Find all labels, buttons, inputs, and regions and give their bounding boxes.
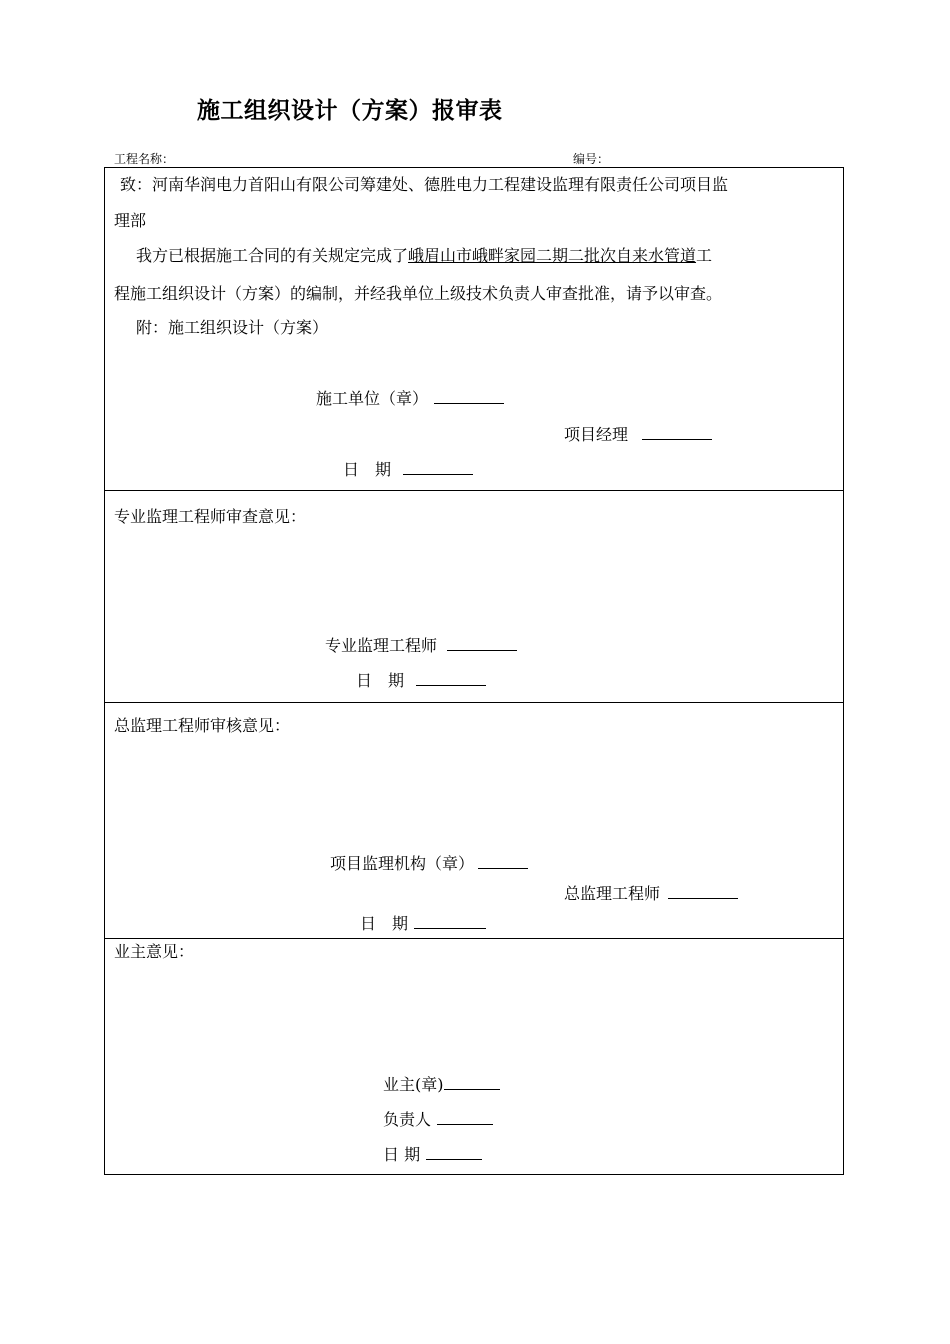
date-sign <box>360 912 486 934</box>
signature-line <box>444 1073 500 1090</box>
statement-suffix: 工 <box>696 246 713 265</box>
project-name-label: 工程名称： <box>114 152 175 166</box>
signature-line <box>668 882 738 899</box>
number-label: 编号： <box>573 152 610 166</box>
statement-prefix: 我方已根据施工合同的有关规定完成了 <box>136 246 409 265</box>
construction-unit-label: 施工单位（章） <box>316 389 429 408</box>
page-title: 施工组织设计（方案）报审表 <box>197 98 503 124</box>
section-heading: 业主意见： <box>114 942 195 961</box>
statement-line-cont: 程施工组织设计（方案）的编制，并经我单位上级技术负责人审查批准，请予以审查。 <box>114 284 723 303</box>
signature-line <box>447 634 517 651</box>
date-sign <box>343 458 473 480</box>
date-label: 日 期 <box>360 914 409 933</box>
chief-engineer-sign <box>564 882 738 904</box>
date-line <box>426 1143 482 1160</box>
construction-unit-sign <box>316 387 504 409</box>
responsible-person-label: 负责人 <box>383 1110 432 1129</box>
section-owner-opinion <box>105 938 843 1175</box>
date-line <box>416 669 486 686</box>
section-heading: 专业监理工程师审查意见： <box>114 507 307 526</box>
project-manager-label: 项目经理 <box>564 425 629 444</box>
supervision-org-sign <box>330 852 528 874</box>
date-label: 日 期 <box>383 1145 421 1164</box>
signature-line <box>434 387 504 404</box>
signature-line <box>437 1108 493 1125</box>
date-line <box>403 458 473 475</box>
section-chief-review <box>105 702 843 939</box>
project-manager-sign <box>564 423 712 445</box>
chief-engineer-label: 总监理工程师 <box>564 884 661 903</box>
section-engineer-review <box>105 490 843 703</box>
section-heading: 总监理工程师审核意见： <box>114 716 291 735</box>
responsible-person-sign <box>383 1108 493 1130</box>
date-label: 日 期 <box>343 460 392 479</box>
date-sign <box>356 669 486 691</box>
supervision-org-label: 项目监理机构（章） <box>330 854 475 873</box>
engineer-label: 专业监理工程师 <box>325 636 438 655</box>
addressee-line-cont: 理部 <box>114 211 147 230</box>
owner-label: 业主(章) <box>383 1075 444 1094</box>
statement-line <box>136 246 712 266</box>
addressee-line: 致：河南华润电力首阳山有限公司筹建处、德胜电力工程建设监理有限责任公司项目监 <box>120 175 729 194</box>
signature-line <box>642 423 712 440</box>
project-name-value: 峨眉山市峨畔家园二期二批次自来水管道 <box>408 246 697 265</box>
attachment-line: 附：施工组织设计（方案） <box>136 318 329 337</box>
date-sign <box>383 1143 482 1165</box>
review-form-table <box>104 167 844 1175</box>
date-line <box>414 912 486 929</box>
signature-line <box>478 852 528 869</box>
date-label: 日 期 <box>356 671 405 690</box>
engineer-sign <box>325 634 517 656</box>
owner-sign <box>383 1073 500 1095</box>
